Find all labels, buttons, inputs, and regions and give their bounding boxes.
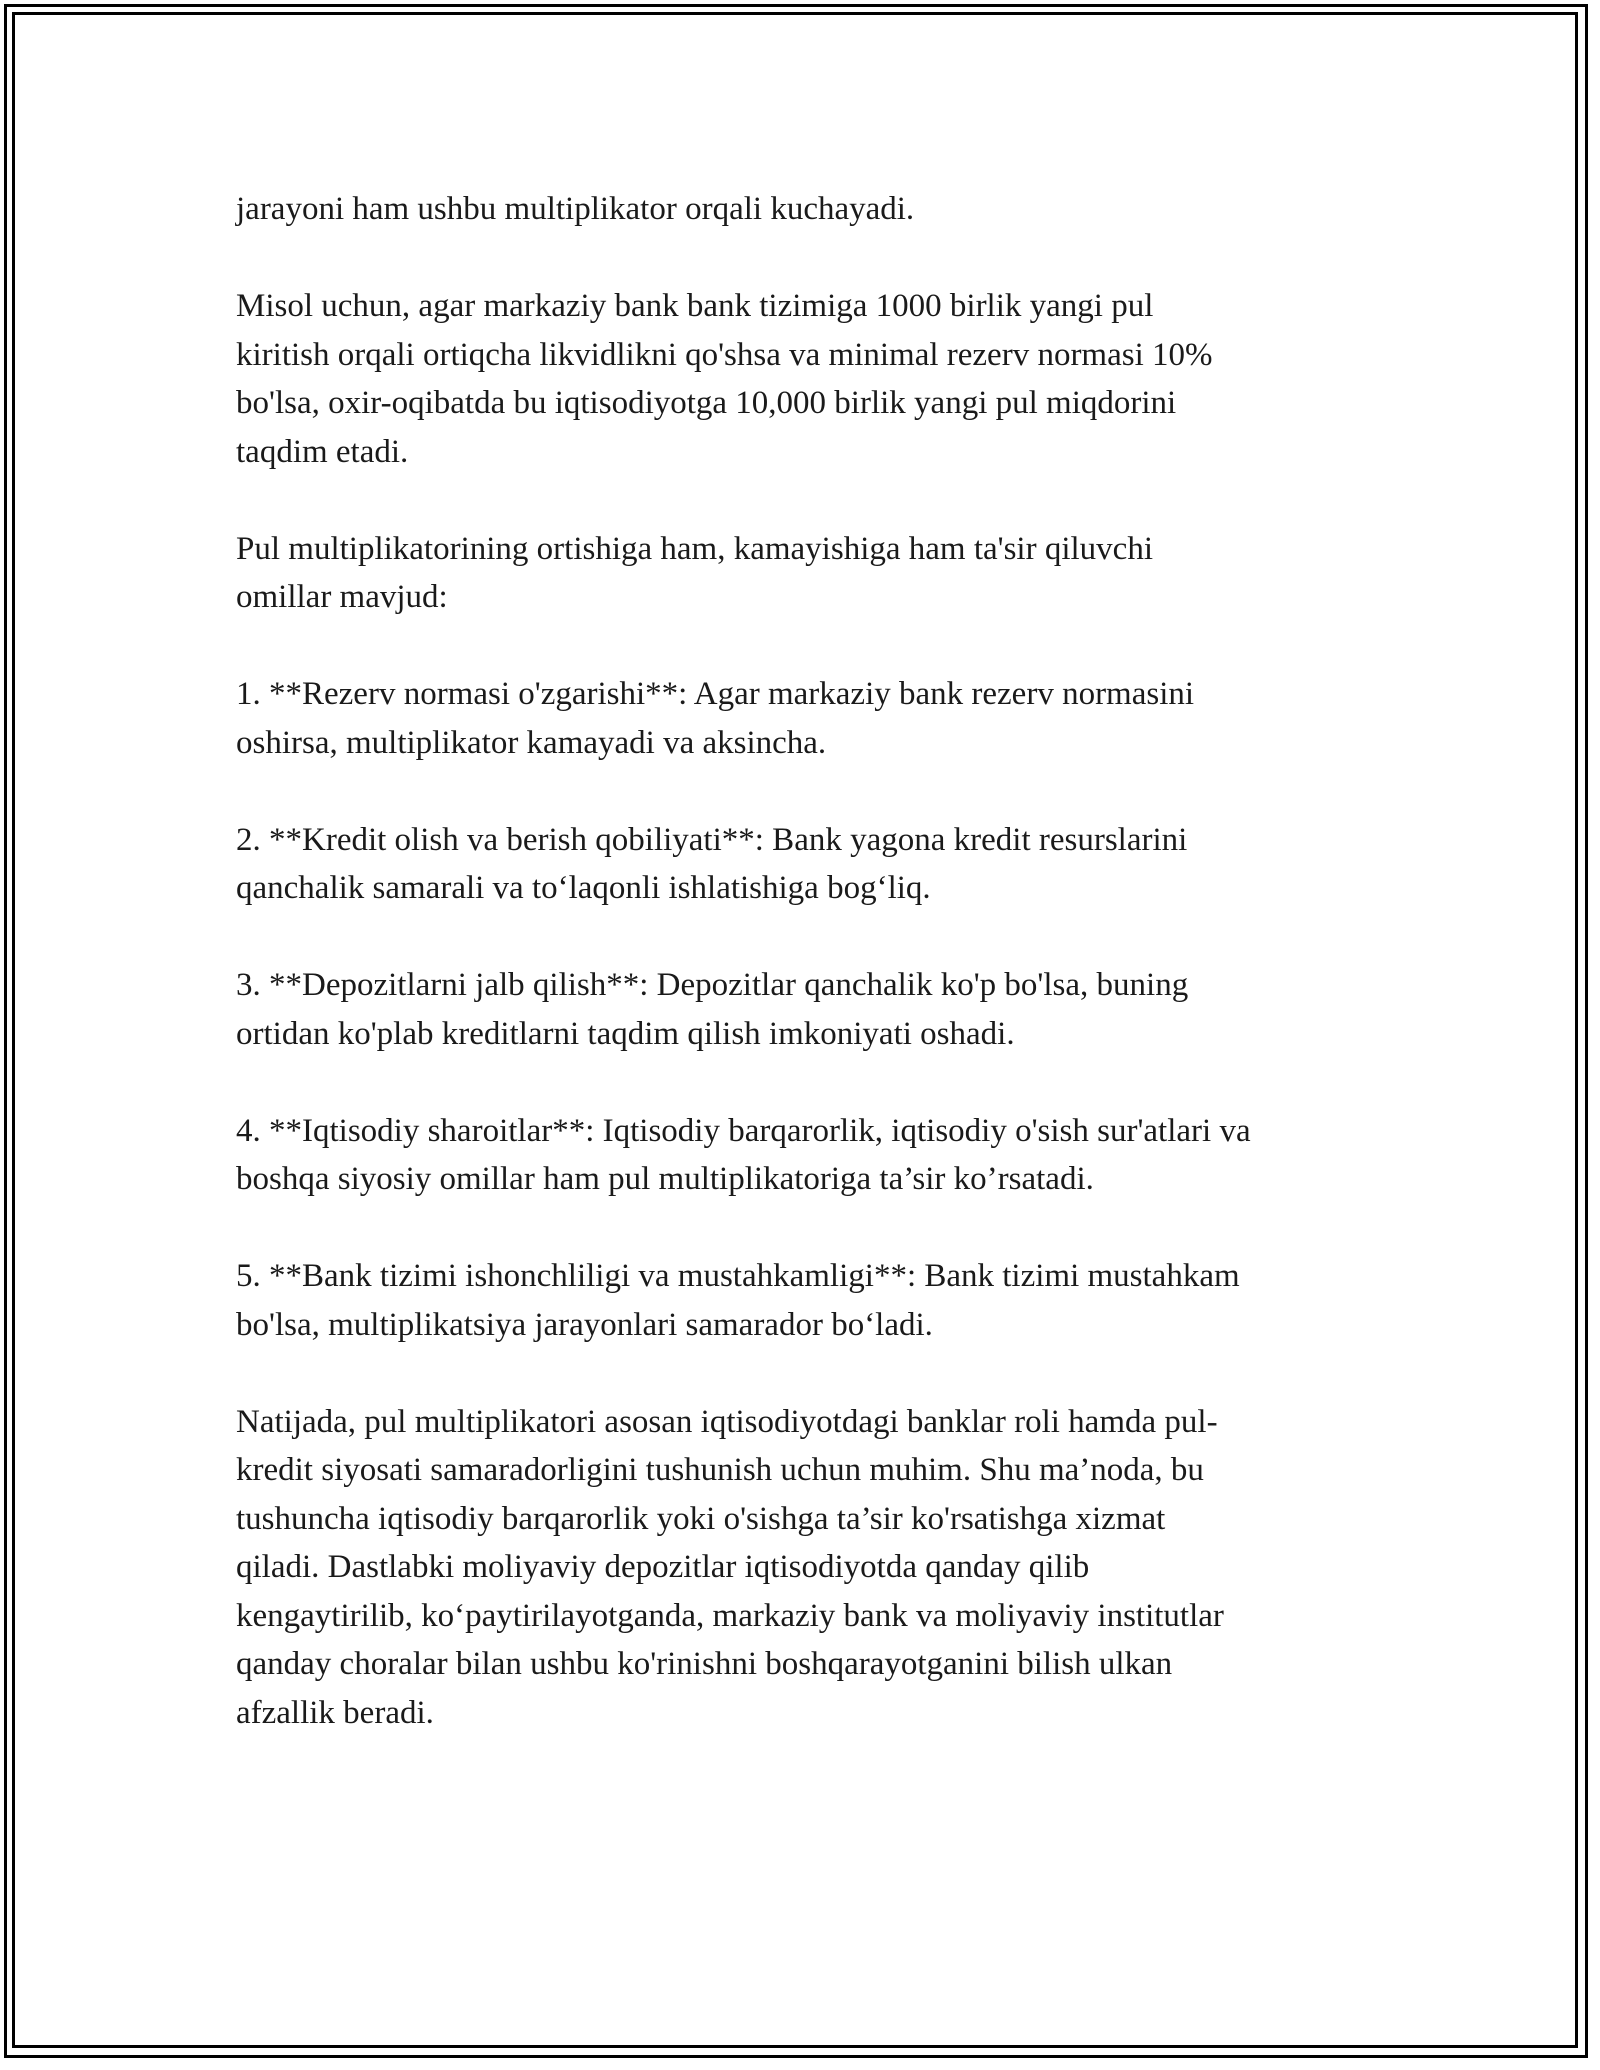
paragraph-continuation: jarayoni ham ushbu multiplikator orqali kuchayadi.: [236, 191, 915, 227]
paragraph-conclusion: Natijada, pul multiplikatori asosan iqtisodiyotdagi banklar roli hamda pul- kredit siyosati samaradorligini tushunish uchun muhim. Shu ma’noda, bu tushuncha iqtisodiy barqarorlik yoki o'sishga ta’sir ko'rsatishga xizmat qiladi. Dastlabki moliyaviy depozitlar iqtisodiyotda qanday qilib kengaytirilib, ko‘paytirilayotganda, markaziy bank va moliyaviy institutlar qanday choralar bilan ushbu ko'rinishni boshqarayotganini bilish ulkan afzallik beradi.: [236, 1403, 1224, 1731]
list-item-3: 3. **Depozitlarni jalb qilish**: Depozitlar qanchalik ko'p bo'lsa, buning ortidan ko'plab kreditlarni taqdim qilish imkoniyati oshadi.: [236, 967, 1189, 1052]
list-item-4: 4. **Iqtisodiy sharoitlar**: Iqtisodiy barqarorlik, iqtisodiy o'sish sur'atlari va boshqa siyosiy omillar ham pul multiplikatoriga ta’sir ko’rsatadi.: [236, 1112, 1251, 1197]
document-body: [236, 185, 1376, 1786]
list-item-5: 5. **Bank tizimi ishonchliligi va mustahkamligi**: Bank tizimi mustahkam bo'lsa, multiplikatsiya jarayonlari samarador bo‘ladi.: [236, 1258, 1240, 1343]
list-item-1: 1. **Rezerv normasi o'zgarishi**: Agar markaziy bank rezerv normasini oshirsa, multiplikator kamayadi va aksincha.: [236, 676, 1195, 761]
list-item-2: 2. **Kredit olish va berish qobiliyati**: Bank yagona kredit resurslarini qanchalik samarali va to‘laqonli ishlatishiga bog‘liq.: [236, 821, 1188, 906]
paragraph-example: Misol uchun, agar markaziy bank bank tizimiga 1000 birlik yangi pul kiritish orqali ortiqcha likvidlikni qo'shsa va minimal rezerv normasi 10% bo'lsa, oxir-oqibatda bu iqtisodiyotga 10,000 birlik yangi pul miqdorini taqdim etadi.: [236, 288, 1213, 470]
paragraph-factors-intro: Pul multiplikatorining ortishiga ham, kamayishiga ham ta'sir qiluvchi omillar mavjud:: [236, 530, 1153, 615]
